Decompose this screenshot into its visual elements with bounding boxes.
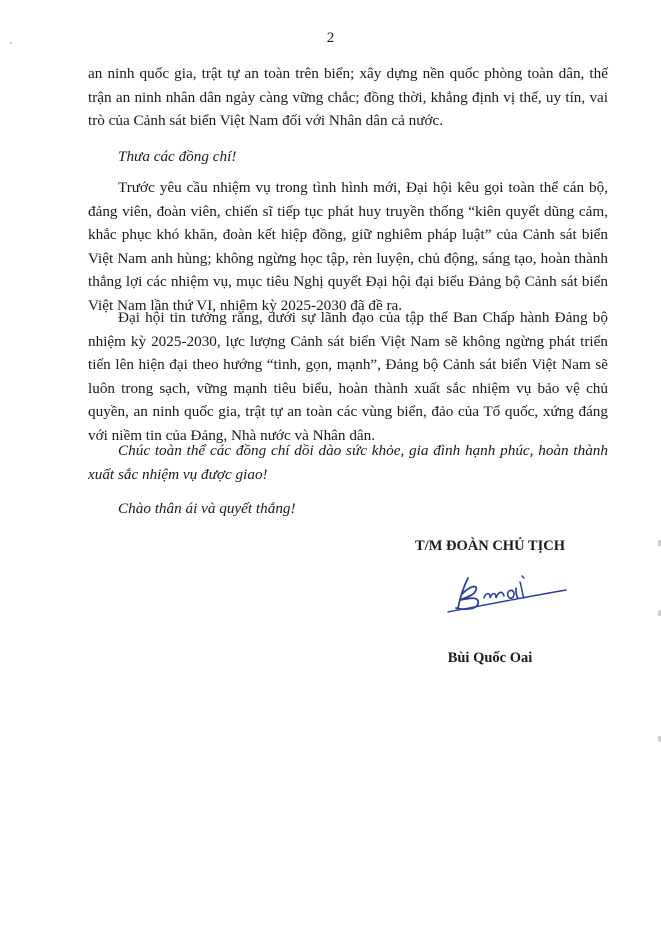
signature-title: T/M ĐOÀN CHỦ TỊCH bbox=[415, 538, 565, 554]
page-number: 2 bbox=[326, 30, 335, 46]
paragraph-confidence: Đại hội tin tưởng rằng, dưới sự lãnh đạo của tập thể Ban Chấp hành Đảng bộ nhiệm kỳ 2025-2030, lực lượng Cảnh sát biển Việt Nam sẽ không ngừng phát triển tiến lên hiện đại theo hướng “tinh, gọn, mạnh”, Đảng bộ Cảnh sát biển Việt Nam sẽ luôn trong sạch, vững mạnh tiêu biểu, hoàn thành xuất sắc nhiệm vụ bảo vệ chủ quyền, an ninh quốc gia, trật tự an toàn các vùng biển, đảo của Tổ quốc, xứng đáng với niềm tin của Đảng, Nhà nước và Nhân dân. bbox=[88, 309, 608, 444]
greeting-line: Thưa các đồng chí! bbox=[118, 148, 237, 165]
paragraph-continuation: an ninh quốc gia, trật tự an toàn trên biển; xây dựng nền quốc phòng toàn dân, thế trận an ninh nhân dân ngày càng vững chắc; đồng thời, khẳng định vị thế, uy tín, vai trò của Cảnh sát biển Việt Nam đối với Nhân dân cả nước. bbox=[88, 65, 608, 130]
handwritten-signature bbox=[440, 568, 570, 618]
closing-farewell: Chào thân ái và quyết thắng! bbox=[118, 500, 296, 517]
closing-wish: Chúc toàn thể các đồng chí dồi dào sức khỏe, gia đình hạnh phúc, hoàn thành xuất sắc nhiệm vụ được giao! bbox=[88, 442, 608, 483]
signer-name: Bùi Quốc Oai bbox=[447, 650, 533, 666]
paragraph-call-to-action: Trước yêu cầu nhiệm vụ trong tình hình mới, Đại hội kêu gọi toàn thể cán bộ, đảng viên, đoàn viên, chiến sĩ tiếp tục phát huy truyền thống “kiên quyết dũng cảm, khắc phục khó khăn, đoàn kết hiệp đồng, giữ nghiêm pháp luật” của Cảnh sát biển Việt Nam anh hùng; không ngừng học tập, rèn luyện, chủ động, sáng tạo, hoàn thành thắng lợi các nhiệm vụ, mục tiêu Nghị quyết Đại hội đại biểu Đảng bộ Cảnh sát biển Việt Nam lần thứ VI, nhiệm kỳ 2025-2030 đã đề ra. bbox=[88, 179, 608, 314]
